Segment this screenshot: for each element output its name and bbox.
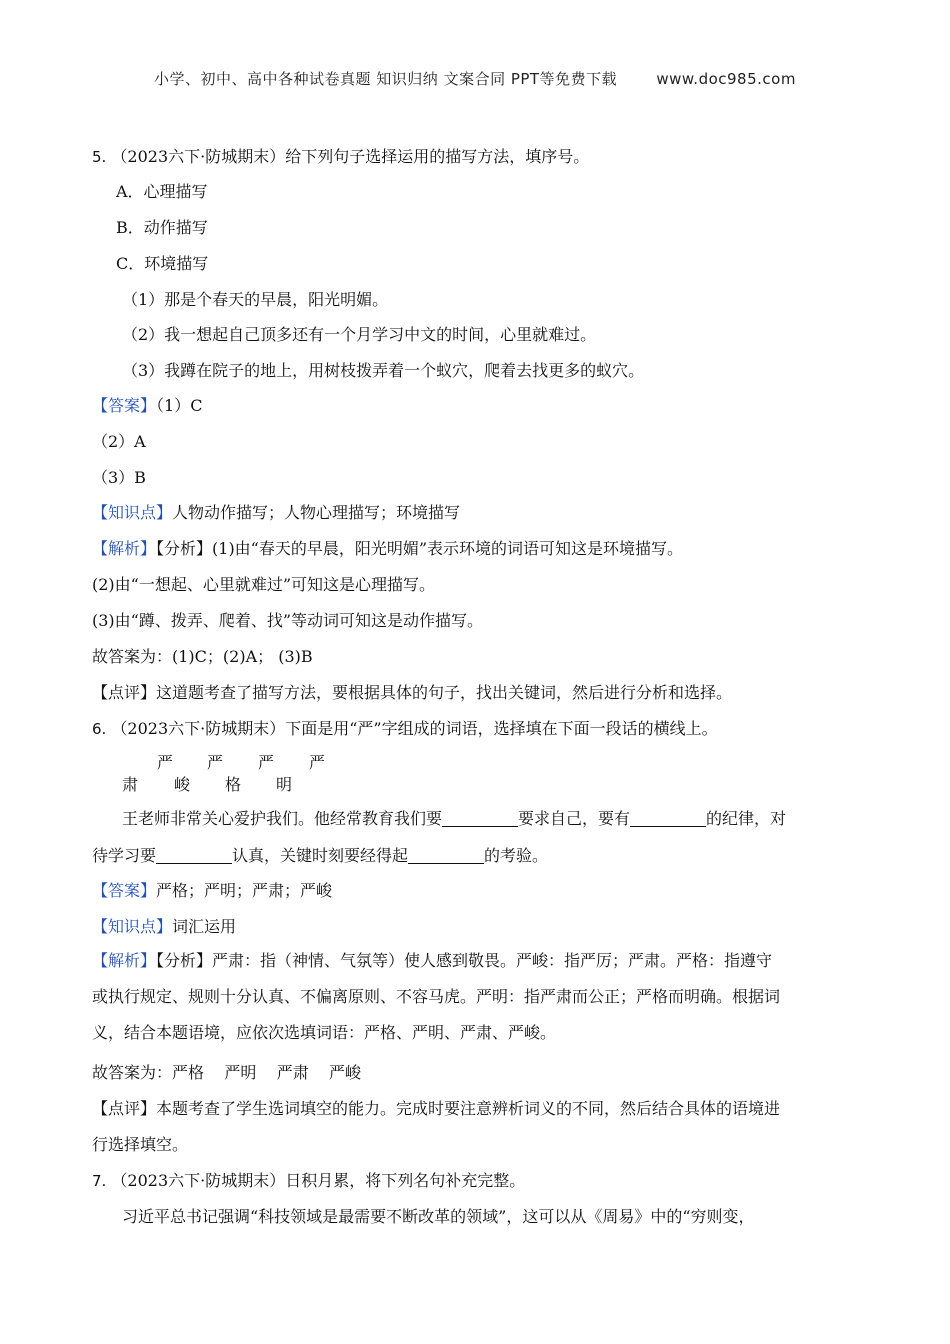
analysis-tag: 【解析】 (92, 539, 157, 558)
q6-blank-2[interactable] (630, 810, 706, 827)
q5-stem: （2023六下·防城期末）给下列句子选择运用的描写方法，填序号。 (111, 147, 590, 166)
q6-analysis-2: 或执行规定、规则十分认真、不偏离原则、不容马虎。严明：指严肃而公正；严格而明确。根据词 (92, 987, 781, 1006)
q5-answer-1: （1）C (156, 396, 203, 415)
q6-knowledge-line (92, 916, 862, 938)
q5-knowledge: 人物动作描写；人物心理描写；环境描写 (172, 503, 461, 522)
header-site[interactable]: www.doc985.com (656, 70, 796, 88)
q6-analysis-3: 义，结合本题语境，应依次选填词语：严格、严明、严肃、严峻。 (92, 1023, 557, 1042)
q6-answer: 严格；严明；严肃；严峻 (156, 881, 333, 900)
q6-answer-line (92, 880, 862, 902)
q6-para1-b: 要求自己，要有 (518, 809, 631, 828)
q5-analysis-2: (2)由“一想起、心里就难过”可知这是心理描写。 (92, 575, 436, 594)
q5-answer-2: （2）A (92, 432, 146, 451)
q6-final-answer: 故答案为：严格 严明 严肃 严峻 (92, 1063, 362, 1082)
q6-number: 6. (92, 720, 107, 738)
q6-word-top-3: 严 (258, 753, 275, 772)
header-text: 小学、初中、高中各种试卷真题 知识归纳 文案合同 PPT等免费下载 (154, 70, 618, 88)
q6-analysis-1: 【分析】严肃：指（神情、气氛等）使人感到敬畏。严峻：指严厉；严肃。严格：指遵守 (156, 951, 773, 970)
q6-para1-c: 的纪律，对 (706, 809, 787, 828)
q6-word-top-2: 严 (207, 753, 224, 772)
q5-answer-3: （3）B (92, 468, 146, 487)
q6-word-bottom-2: 峻 (174, 775, 191, 794)
q6-word-bottom-3: 格 (225, 775, 242, 794)
q7-stem-line (92, 1170, 862, 1192)
q5-option-b: B．动作描写 (116, 218, 208, 237)
q5-option-a: A．心理描写 (116, 182, 208, 201)
q6-para2-c: 的考验。 (484, 846, 549, 865)
q5-answer-line (92, 395, 862, 417)
q6-comment-1: 【点评】本题考查了学生选词填空的能力。完成时要注意辨析词义的不同，然后结合具体的语境进 (92, 1099, 781, 1118)
q6-word-top-4: 严 (309, 753, 326, 772)
q5-analysis-1: 【分析】(1)由“春天的早晨，阳光明媚”表示环境的词语可知这是环境描写。 (156, 539, 684, 558)
q6-para2-b: 认真，关键时刻要经得起 (232, 846, 409, 865)
q6-knowledge: 词汇运用 (172, 917, 237, 936)
q5-stem-line (92, 146, 862, 168)
q6-word-top-1: 严 (157, 753, 174, 772)
q5-sentence-3: （3）我蹲在院子的地上，用树枝拨弄着一个蚁穴，爬着去找更多的蚁穴。 (122, 361, 645, 380)
q6-analysis-line (92, 950, 862, 972)
q5-analysis-line (92, 538, 862, 560)
page-header (0, 68, 950, 89)
q5-number: 5. (92, 148, 107, 166)
q7-number: 7. (92, 1172, 107, 1190)
q5-final-answer: 故答案为：(1)C；(2)A； (3)B (92, 647, 313, 666)
knowledge-tag: 【知识点】 (92, 917, 173, 936)
q5-knowledge-line (92, 502, 862, 524)
q5-analysis-3: (3)由“蹲、拨弄、爬着、找”等动词可知这是动作描写。 (92, 611, 484, 630)
answer-tag: 【答案】 (92, 396, 157, 415)
q5-comment: 【点评】这道题考查了描写方法，要根据具体的句子，找出关键词，然后进行分析和选择。 (92, 683, 733, 702)
q6-word-bottom-4: 明 (276, 775, 293, 794)
q7-stem: （2023六下·防城期末）日积月累，将下列名句补充完整。 (111, 1171, 526, 1190)
q6-blank-3[interactable] (156, 847, 232, 864)
q6-stem: （2023六下·防城期末）下面是用“严”字组成的词语，选择填在下面一段话的横线上。 (111, 719, 718, 738)
knowledge-tag: 【知识点】 (92, 503, 173, 522)
q5-sentence-2: （2）我一想起自己顶多还有一个月学习中文的时间，心里就难过。 (122, 325, 597, 344)
q6-para1-a: 王老师非常关心爱护我们。他经常教育我们要 (122, 809, 443, 828)
q7-paragraph: 习近平总书记强调“科技领域是最需要不断改革的领域”，这可以从《周易》中的“穷则变， (122, 1207, 755, 1226)
q6-blank-4[interactable] (408, 847, 484, 864)
q6-comment-2: 行选择填空。 (92, 1135, 189, 1154)
analysis-tag: 【解析】 (92, 951, 157, 970)
q6-blank-1[interactable] (442, 810, 518, 827)
q6-stem-line (92, 718, 862, 740)
q5-sentence-1: （1）那是个春天的早晨，阳光明媚。 (122, 290, 389, 309)
q6-para-line-1 (122, 808, 892, 830)
answer-tag: 【答案】 (92, 881, 157, 900)
q6-para2-a: 待学习要 (92, 846, 157, 865)
q5-option-c: C．环境描写 (116, 254, 209, 273)
q6-word-bottom-1: 肃 (122, 775, 139, 794)
q6-para-line-2 (92, 845, 862, 867)
